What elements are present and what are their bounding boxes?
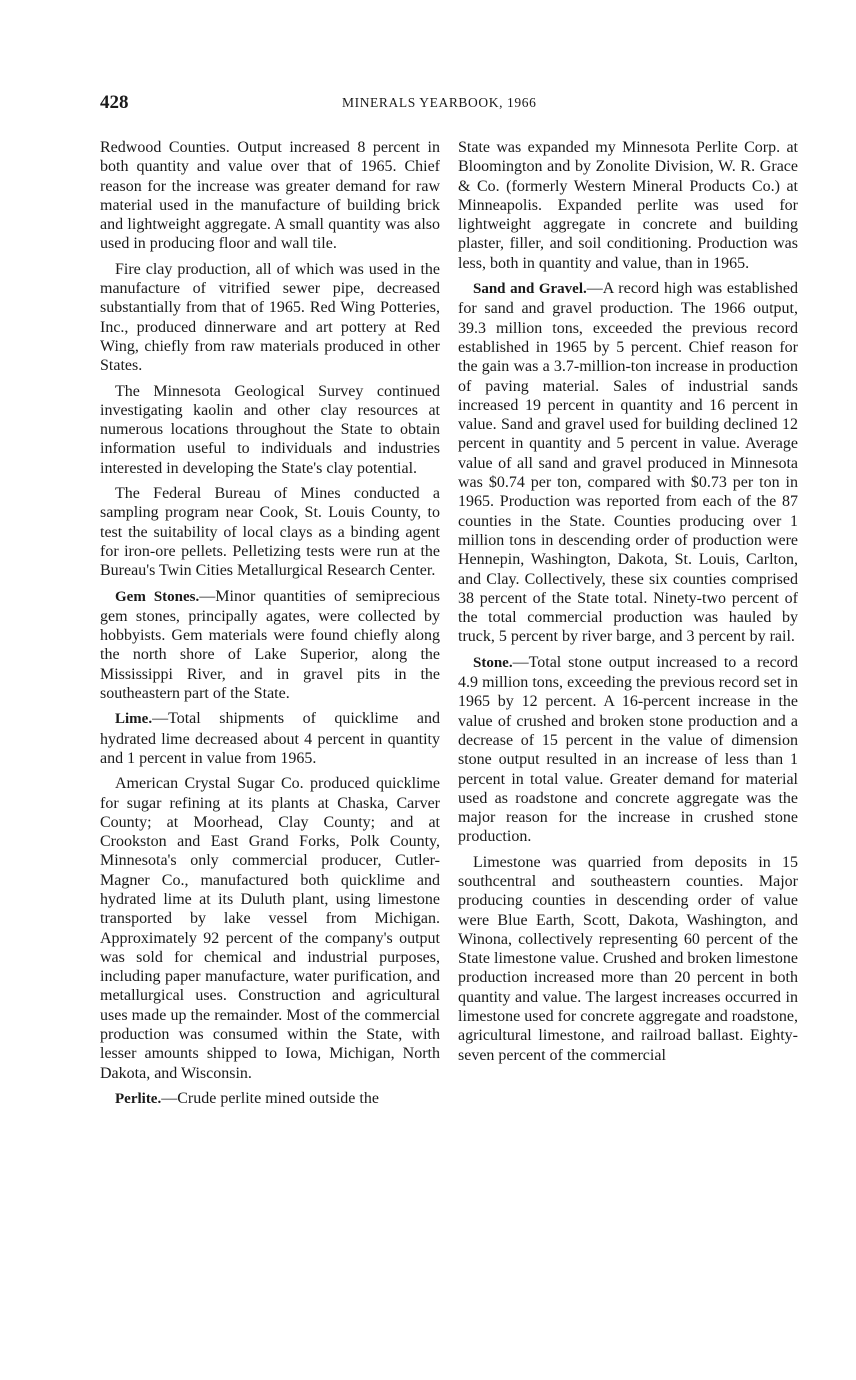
- section-gem-stones: [100, 587, 440, 704]
- gem-stones-text: —Minor quantities of semiprecious gem stones, principally agates, were collected by hobbyists. Gem materials were found chiefly along the north shore of Lake Superior, along the Mississippi River, and in gravel pits in the southeastern part of the State.: [100, 587, 440, 703]
- paragraph-geological-survey: The Minnesota Geological Survey continued investigating kaolin and other clay resources at numerous locations throughout the State to obtain information useful to individuals and industries interested in developing the State's clay potential.: [100, 382, 440, 477]
- paragraph-perlite-continued: State was expanded my Minnesota Perlite Corp. at Bloomington and by Zonolite Division, W. R. Grace & Co. (formerly Western Mineral Products Co.) at Minneapolis. Expanded perlite was used for lightweight aggregate in concrete and building plaster, filler, and soil conditioning. Production was less, both in quantity and value, than in 1965.: [458, 139, 798, 272]
- lime-text: —Total shipments of quicklime and hydrated lime decreased about 4 percent in quantity and 1 percent in value from 1965.: [100, 710, 440, 767]
- section-sand-and-gravel: [458, 279, 798, 647]
- right-column: [458, 138, 798, 1071]
- heading-sand-and-gravel: Sand and Gravel.: [473, 281, 587, 298]
- perlite-text: —Crude perlite mined outside the: [161, 1089, 379, 1107]
- heading-stone: Stone.: [473, 654, 513, 671]
- paragraph-bureau-of-mines: The Federal Bureau of Mines conducted a sampling program near Cook, St. Louis County, to test the suitability of local clays as a binding agent for iron-ore pellets. Pelletizing tests were run at the Bureau's Twin Cities Metallurgical Research Center.: [100, 485, 440, 580]
- stone-text: —Total stone output increased to a record 4.9 million tons, exceeding the previous record set in 1965 by 12 percent. A 16-percent increase in the value of crushed and broken stone production and a decrease of 15 percent in the value of dimension stone output resulted in an increase of less than 1 percent in total value. Greater demand for material used as roadstone and concrete aggregate was the major reason for the increase in crushed stone production.: [458, 653, 798, 846]
- heading-gem-stones: Gem Stones.: [115, 588, 200, 605]
- sand-and-gravel-text: —A record high was established for sand and gravel production. The 1966 output, 39.3 million tons, exceeded the previous record established in 1965 by 5 percent. Chief reason for the gain was a 3.7-million-ton increase in production of paving material. Sales of industrial sands increased 19 percent in quantity and 16 percent in value. Sand and gravel used for building declined 12 percent in quantity and 5 percent in value. Average value of all sand and gravel produced in Minnesota was $0.74 per ton, compared with $0.73 per ton in 1965. Production was reported from each of the 87 counties in the State. Counties producing over 1 million tons in descending order of production were Hennepin, Washington, Dakota, St. Louis, Carlton, and Clay. Collectively, these six counties comprised 38 percent of the State total. Ninety-two percent of the total commercial production was hauled by truck, 5 percent by river barge, and 3 percent by rail.: [458, 280, 798, 646]
- page-header: [100, 92, 800, 118]
- paragraph-clay-output: Redwood Counties. Output increased 8 percent in both quantity and value over that of 1965. Chief reason for the increase was greater demand for raw material used in the manufacture of building brick and lightweight aggregate. A small quantity was also used in producing floor and wall tile.: [100, 139, 440, 253]
- section-lime: [100, 709, 440, 768]
- left-column: [100, 138, 440, 1115]
- paragraph-limestone: Limestone was quarried from deposits in 15 southcentral and southeastern counties. Major producing counties in descending order of value were Blue Earth, Scott, Dakota, Washington, and Winona, collectively representing 60 percent of the State limestone value. Crushed and broken limestone production increased more than 20 percent in both quantity and value. The largest increases occurred in limestone used for concrete aggregate and roadstone, agricultural limestone, and railroad ballast. Eighty-seven percent of the commercial: [458, 853, 798, 1064]
- section-stone: [458, 653, 798, 847]
- heading-lime: Lime.: [115, 711, 153, 728]
- running-title: MINERALS YEARBOOK, 1966: [342, 95, 537, 110]
- paragraph-american-crystal: American Crystal Sugar Co. produced quicklime for sugar refining at its plants at Chaska, Carver County; at Moorhead, Clay County; and at Crookston and East Grand Forks, Polk County, Minnesota's only commercial producer, Cutler-Magner Co., manufactured both quicklime and hydrated lime at its Duluth plant, using limestone transported by lake vessel from Michigan. Approximately 92 percent of the company's output was sold for chemical and industrial purposes, including paper manufacture, water purification, and metallurgical uses. Construction and agricultural uses made up the remainder. Most of the commercial production was consumed within the State, with lesser amounts shipped to Iowa, Michigan, North Dakota, and Wisconsin.: [100, 775, 440, 1082]
- paragraph-fire-clay: Fire clay production, all of which was used in the manufacture of vitrified sewer pipe, decreased substantially from that of 1965. Red Wing Potteries, Inc., produced dinnerware and art pottery at Red Wing, chiefly from raw materials produced in other States.: [100, 260, 440, 375]
- page-number: 428: [100, 92, 129, 113]
- section-perlite: [100, 1089, 440, 1109]
- heading-perlite: Perlite.: [115, 1090, 162, 1107]
